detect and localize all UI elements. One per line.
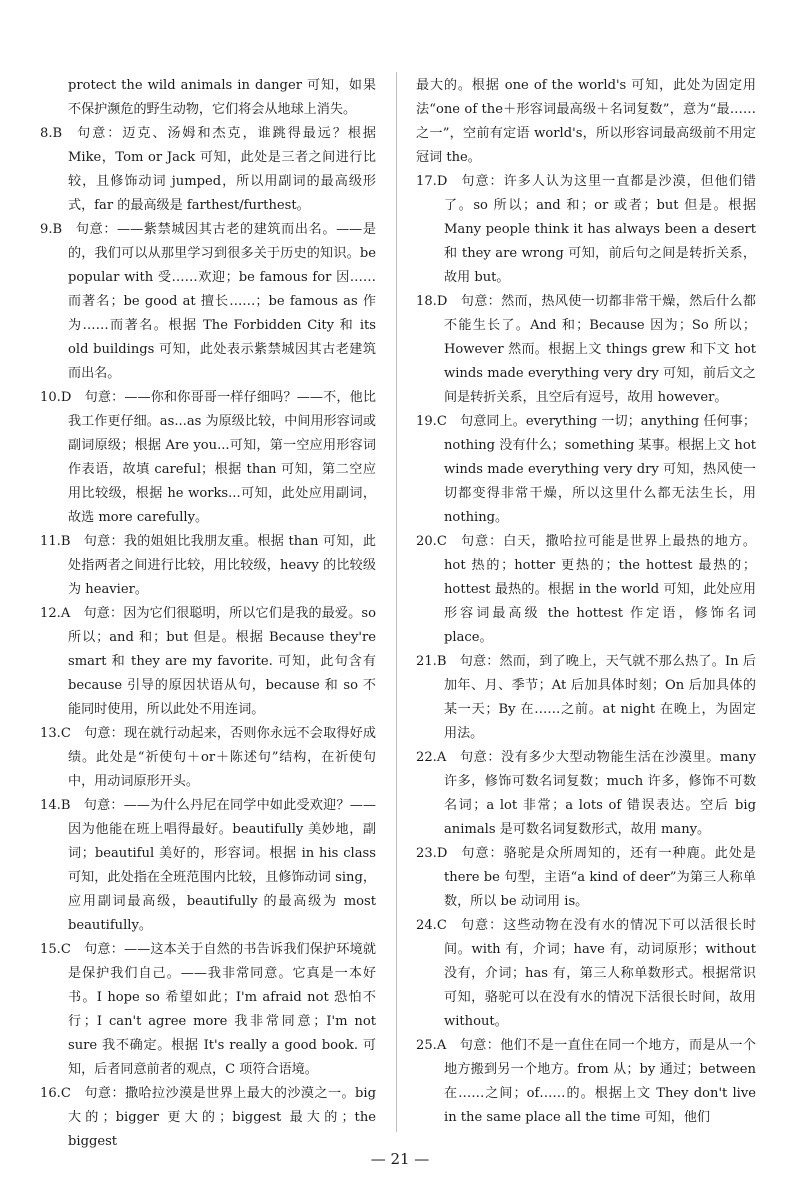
answer-item: [416, 74, 756, 170]
answer-explanation: 句意：我的姐姐比我朋友重。根据 than 可知，此处指两者之间进行比较，用比较级，heavy 的比较级为 heavier。: [68, 534, 376, 597]
answer-item: [416, 410, 756, 530]
answer-number: 14.B: [40, 798, 71, 813]
answer-item: [416, 746, 756, 842]
answer-number: 21.B: [416, 654, 447, 669]
answer-item: [416, 530, 756, 650]
answer-number: 9.B: [40, 222, 63, 237]
continued-text: protect the wild animals in danger 可知，如果不保护濒危的野生动物，它们将会从地球上消失。: [68, 78, 376, 117]
column-divider: [396, 72, 397, 1132]
answer-explanation: 句意：——这本关于自然的书告诉我们保护环境就是保护我们自己。——我非常同意。它真是一本好书。I hope so 希望如此；I'm afraid not 恐怕不行；I can't agree more 我非常同意；I'm not sure 我不确定。根据 It's really a good book. 可知，后者同意前者的观点，C 项符合语境。: [68, 942, 376, 1077]
answer-number: 24.C: [416, 918, 447, 933]
left-column: [40, 74, 376, 1154]
answer-explanation: 句意：骆驼是众所周知的，还有一种鹿。此处是 there be 句型，主语“a kind of deer”为第三人称单数，所以 be 动词用 is。: [444, 846, 756, 909]
right-column: [416, 74, 756, 1130]
answer-item: [416, 650, 756, 746]
answer-item: [40, 722, 376, 794]
answer-item: [40, 794, 376, 938]
answer-item: [40, 386, 376, 530]
answer-explanation: 句意同上。everything 一切；anything 任何事；nothing 没有什么；something 某事。根据上文 hot winds made everything very dry 可知，热风使一切都变得非常干燥，所以这里什么都无法生长，用 nothing。: [444, 414, 756, 525]
continued-text: 最大的。根据 one of the world's 可知，此处为固定用法“one of the＋形容词最高级＋名词复数”，意为“最……之一”，空前有定语 world's，所以形容词最高级前不用定冠词 the。: [416, 78, 756, 165]
answer-item: [416, 170, 756, 290]
answer-number: 18.D: [416, 294, 448, 309]
answer-number: 19.C: [416, 414, 447, 429]
answer-item: [40, 602, 376, 722]
answer-item: [416, 1034, 756, 1130]
answer-item: [40, 938, 376, 1082]
answer-explanation: 句意：许多人认为这里一直都是沙漠，但他们错了。so 所以；and 和；or 或者；but 但是。根据 Many people think it has always been a desert 和 they are wrong 可知，前后句之间是转折关系，故用 but。: [444, 174, 756, 285]
answer-number: 16.C: [40, 1086, 71, 1101]
answer-number: 12.A: [40, 606, 71, 621]
answer-number: 22.A: [416, 750, 447, 765]
answer-explanation: 句意：撒哈拉沙漠是世界上最大的沙漠之一。big 大的；bigger 更大的；biggest 最大的；the biggest: [68, 1086, 376, 1149]
answer-explanation: 句意：没有多少大型动物能生活在沙漠里。many 许多，修饰可数名词复数；much 许多，修饰不可数名词；a lot 非常；a lots of 错误表达。空后 big animals 是可数名词复数形式，故用 many。: [444, 750, 756, 837]
answer-explanation: 句意：这些动物在没有水的情况下可以活很长时间。with 有，介词；have 有，动词原形；without 没有，介词；has 有，第三人称单数形式。根据常识可知，骆驼可以在没有水的情况下活很长时间，故用 without。: [444, 918, 756, 1029]
answer-explanation: 句意：然而，到了晚上，天气就不那么热了。In 后加年、月、季节；At 后加具体时刻；On 后加具体的某一天；By 在……之前。at night 在晚上，为固定用法。: [444, 654, 756, 741]
answer-item: [416, 914, 756, 1034]
answer-number: 10.D: [40, 390, 72, 405]
page-number: — 21 —: [370, 1150, 430, 1168]
answer-number: 17.D: [416, 174, 448, 189]
answer-explanation: 句意：迈克、汤姆和杰克，谁跳得最远？根据 Mike，Tom or Jack 可知，此处是三者之间进行比较，且修饰动词 jumped，所以用副词的最高级形式，far 的最高级是 farthest/furthest。: [68, 126, 376, 213]
answer-number: 13.C: [40, 726, 71, 741]
answer-number: 20.C: [416, 534, 447, 549]
answer-item: [416, 842, 756, 914]
answer-item: [416, 290, 756, 410]
answer-item: [40, 218, 376, 386]
answer-explanation: 句意：——你和你哥哥一样仔细吗？——不，他比我工作更仔细。as...as 为原级比较，中间用形容词或副词原级；根据 Are you...可知，第一空应用形容词作表语，故填 careful；根据 than 可知，第二空应用比较级，根据 he works...可知，此处应用副词，故选 more carefully。: [68, 390, 376, 525]
answer-explanation: 句意：因为它们很聪明，所以它们是我的最爱。so 所以；and 和；but 但是。根据 Because they're smart 和 they are my favorite. 可知，此句含有 because 引导的原因状语从句，because 和 so 不能同时使用，所以此处不用连词。: [68, 606, 376, 717]
answer-explanation: 句意：白天，撒哈拉可能是世界上最热的地方。hot 热的；hotter 更热的；the hottest 最热的；hottest 最热的。根据 in the world 可知，此处应用形容词最高级 the hottest 作定语，修饰名词 place。: [444, 534, 756, 645]
answer-number: 15.C: [40, 942, 71, 957]
answer-explanation: 句意：——为什么丹尼在同学中如此受欢迎？——因为他能在班上唱得最好。beautifully 美妙地，副词；beautiful 美好的，形容词。根据 in his class 可知，此处指在全班范围内比较，且修饰动词 sing，应用副词最高级，beautifully 的最高级为 most beautifully。: [68, 798, 376, 933]
answer-number: 11.B: [40, 534, 71, 549]
answer-explanation: 句意：然而，热风使一切都非常干燥，然后什么都不能生长了。And 和；Because 因为；So 所以；However 然而。根据上文 things grew 和下文 hot winds made everything very dry 可知，前后文之间是转折关系，且空后有逗号，故用 however。: [444, 294, 756, 405]
answer-explanation: 句意：——紫禁城因其古老的建筑而出名。——是的，我们可以从那里学习到很多关于历史的知识。be popular with 受……欢迎；be famous for 因……而著名；be good at 擅长……；be famous as 作为……而著名。根据 The Forbidden City 和 its old buildings 可知，此处表示紫禁城因其古老建筑而出名。: [68, 222, 376, 381]
answer-item: [40, 530, 376, 602]
answer-item: [40, 122, 376, 218]
answer-number: 25.A: [416, 1038, 447, 1053]
answer-item: [40, 1082, 376, 1154]
answer-item: [40, 74, 376, 122]
answer-number: 23.D: [416, 846, 448, 861]
answer-explanation: 句意：他们不是一直住在同一个地方，而是从一个地方搬到另一个地方。from 从；by 通过；between 在……之间；of……的。根据上文 They don't live in the same place all the time 可知，他们: [444, 1038, 756, 1125]
answer-number: 8.B: [40, 126, 63, 141]
answer-explanation: 句意：现在就行动起来，否则你永远不会取得好成绩。此处是“祈使句＋or＋陈述句”结构，在祈使句中，用动词原形开头。: [68, 726, 376, 789]
